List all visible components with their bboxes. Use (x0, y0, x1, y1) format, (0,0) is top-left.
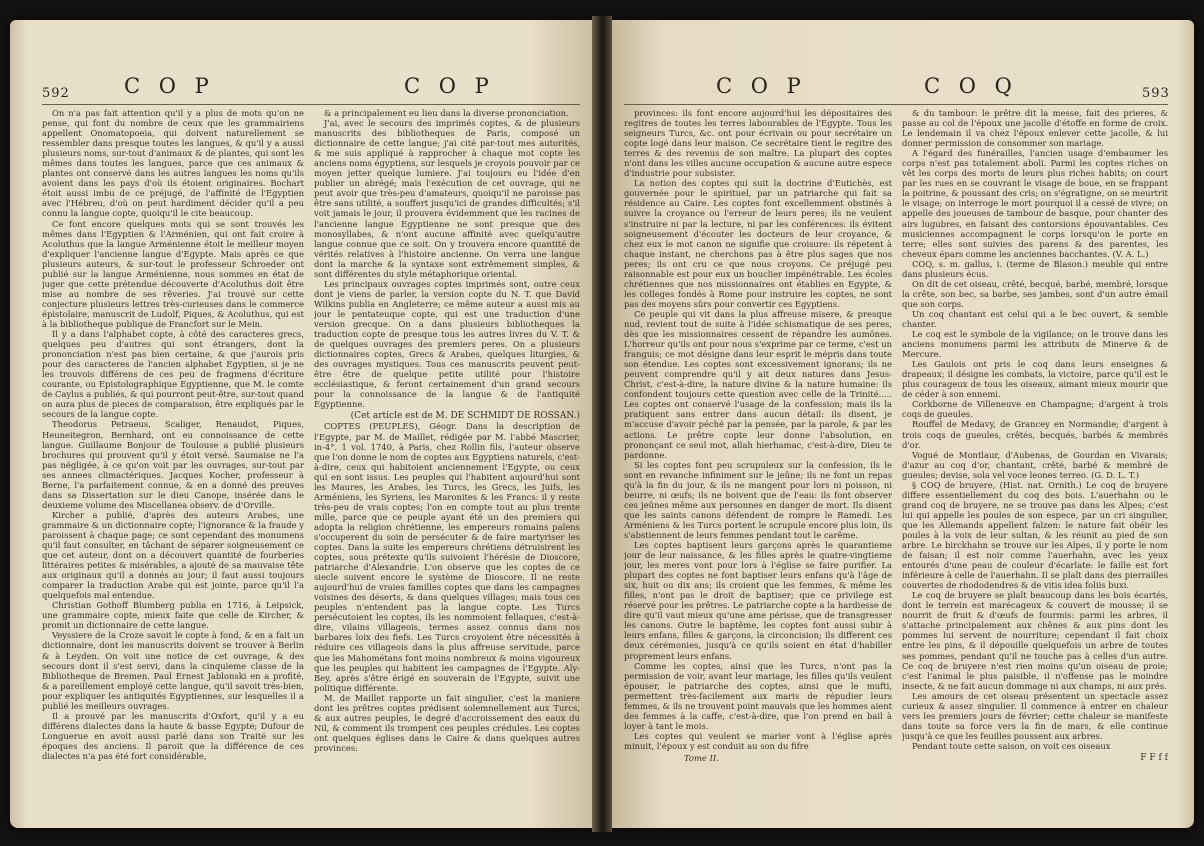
paragraph: § COQ de bruyere, (Hist. nat. Ornith.) Le coq de bruyere differe essentiellement du coq des bois. L'auerhahn ou le grand coq de bruyere, ne se trouve pas dans les Alpes; c'est lui qui appelle les poules de son espece, par un cri singulier, que les Allemands appellent falzen: le nature fait obéir les poules à la voix de leur sultan, & les réunit au pied de son arbre. Le birckhahn se trouve sur les Alpes, il y porte le nom de faisan; il est noir comme l'auerhahn, avec les yeux entourés d'une peau de couleur d'écarlate: le faille est fort inférieure à celle de l'auerhahn. Il se plaît dans des pierrailles couvertes de rhododendres & de vitis idea foliis buxi. (902, 479, 1168, 591)
paragraph: Les amours de cet oiseau présentent un spectacle assez curieux & assez singulier. Il commence à entrer en chaleur vers les premiers jours de février; cette chaleur se manifeste dans toute sa force vers la fin de mars, & elle continue jusqu'à ce que les feuilles poussent aux arbres. (902, 690, 1168, 741)
paragraph: & du tambour: le prêtre dit la messe, fait des prieres, & passe au col de l'époux une jacolle d'étoffe en forme de croix. Le lendemain il va chez l'époux enlever cette jacolle, & lui donner permission de consommer son mariage. (902, 108, 1168, 149)
paragraph: Ce peuple qui vit dans la plus affreuse misere, & presque nud, revient tout de suite à l'idée schismatique de ses peres, dès que les missionnaires cessent de répandre les aumônes. L'horreur qu'ils ont pour nous s'exprime par ce terme, c'est un franguis; ce mot désigne dans leur esprit le mépris dans toute son étendue. Les coptes sont excessivement ignorans; ils ne peuvent comprendre qu'il y ait deux natures dans Jesus-Christ, c'est-à-dire, la nature divine & la nature humaine: ils confondent toujours cette question avec celle de la Trinité..... Les coptes ont conservé l'usage de la confession; mais ils la pratiquent sans entrer dans aucun détail: ils disent, je m'accuse d'avoir péché par la pensée, par la parole, & par les actions. Le prêtre copte leur donne l'absolution, en prononçant ce seul mot, allah hierhamac, c'est-à-dire, Dieu te pardonne. (624, 308, 892, 460)
paragraph: Kircher a publié, d'après des auteurs Arabes, une grammaire & un dictionnaire copte; l'ignorance & la fraude y paroissent à chaque page; ce sont cependant des monumens qu'il faut consulter, en tâchant de séparer soigneusement ce que cet auteur, dont on a découvert quantité de fourberies littéraires petites & misérables, a ajouté de sa mauvaise tête aux originaux qu'il a donnés au jour; il faut aussi toujours comparer la traduction Arabe qui est jointe, parce qu'il l'a quelquefois mal entendue. (42, 509, 304, 601)
paragraph: On n'a pas fait attention qu'il y a plus de mots qu'on ne pense, qui font du nombre de ceux que les grammairiens appellent Onomatopoeia, qui doivent naturellement se ressembler dans presque toutes les langues, & qu'il y a aussi plusieurs noms, sur-tout d'animaux & de plantes, qui sont les mêmes dans toutes les langues, parce que ces animaux & plantes ont conservé dans les autres langues les noms qu'ils avoient dans les pays d'où ils étoient originaires. Bochart étoit aussi imbu de ce préjugé, de l'affinité de l'Egyptien avec l'Hébreu, d'où on peut hardiment décider qu'il a peu connu la langue copte, quoiqu'il le cite beaucoup. (42, 108, 304, 219)
paragraph: Les Gaulois ont pris le coq dans leurs enseignes & drapeaux; il désigne les combats, la victoire, parce qu'il est le plus courageux de tous les oiseaux, aimant mieux mourir que de céder à son ennemi. (902, 359, 1168, 400)
paragraph: Si les coptes font peu scrupuleux sur la confession, ils le sont en revanche infiniment sur le jeûne; ils ne font un repas qu'à la fin du jour, & ils ne mangent pour lors ni poisson, ni beurre, ni œufs; ils ne boivent que de l'eau: ils font observer ces jeûnes même aux personnes en danger de mort. Ils disent que les saints canons défendent de rompre le Ramedi. Les Arméniens & les Turcs portent le scrupule encore plus loin, ils s'abstiennent de leurs femmes pendant tout le carême. (624, 459, 892, 540)
paragraph: & a principalement eu lieu dans la diverse prononciation. (324, 108, 569, 118)
paragraph: Corkborne de Villeneuve en Champagne; d'argent à trois coqs de gueules. (902, 399, 1168, 420)
paragraph: On dit de cet oiseau, crêté, becqué, barbé, membré, lorsque la crête, son bec, sa barbe, ses jambes, sont d'un autre émail que son corps. (902, 278, 1168, 309)
paragraph: A l'égard des funérailles, l'ancien usage d'embaumer les corps n'est pas totalement aboli. Parmi les coptes riches on vêt les corps des morts de leurs plus riches habits; on court par les rues en se couvrant le visage de boue, en se frappant la poitrine, & poussant des cris; on s'égratigne, on se meurtrit le visage; on interroge le mort pourquoi il a cessé de vivre; on appelle des joueuses de tambour de basque, pour chanter des airs lugubres, en faisant des contorsions épouvantables. Ces musiciennes accompagnent le corps lorsqu'on le porte en terre; elles sont suivies des parens & des parentes, les cheveux épars comme les anciennes bacchantes. (V. A. L.) (902, 148, 1168, 259)
text-column-right (314, 108, 580, 826)
header-rule (624, 104, 1168, 105)
text-column-left (42, 108, 304, 826)
paragraph: La notion des coptes qui suit la doctrine d'Eutichès, est gouvernée pour le spirituel, par un patriarche qui fait sa résidence au Caire. Les coptes font excellemment obstinés à suivre la croyance ou l'erreur de leurs peres; ils ne veulent s'instruire ni par la lecture, ni par les conférences: ils évitent soigneusement d'écouter les docteurs de leur croyance, & chez eux le mot canon ne signifie que croisure: ils répetent à chaque instant, ne cherchons pas à être plus sages que nos peres; ils ont cru ce que nous croyons. Ce préjugé peu raisonnable est pour eux un bouclier impénétrable. Les écoles chrétiennes que nos missionnaires ont établies en Egypte, & les colleges fondés à Rome pour instruire les coptes, ne sont pas des moyens sûrs pour convertir ces Egyptiens. (624, 178, 892, 309)
signature-mark: F F f f (1140, 753, 1168, 763)
text-column-left (624, 108, 892, 826)
paragraph: Le coq est le symbole de la vigilance; on le trouve dans les anciens monumens parmi les attributs de Minerve & de Mercure. (902, 329, 1168, 360)
paragraph: COQ, s. m. gallus, i. (terme de Blason.) meuble qui entre dans plusieurs écus. (902, 258, 1168, 279)
left-page (10, 20, 598, 828)
paragraph: provinces: ils font encore aujourd'hui les dépositaires des regitres de toutes les terres labourables de l'Egypte. Tous les seigneurs Turcs, &c. ont pour écrivain ou pour secrétaire un copte logé dans leur maison. Ce secrétaire tient le regitre des terres & des revenus de son maître. La plupart des coptes n'ont dans les villes aucune occupation & aucune autre espece d'industrie pour subsister. (624, 108, 892, 179)
paragraph: Theodorus Petraeus, Scaliger, Renaudot, Piques, Heuneitegron, Bernhard, ont eu connoissance de cette langue. Guillaume Bonjour de Toulouse a publié plusieurs brochures qui prouvent qu'il y étoit versé. Saumaise ne l'a pas négligée, à ce qu'on voit par les ouvrages, sur-tout par ses annees climactériques. Jacques Kocher, professeur à Berne, l'a parfaitement connue, & en a donné des preuves dans sa Dissertation sur le dieu Canope, insérée dans le deuxieme volume des Miscellanea observ. de d'Orville. (42, 419, 304, 510)
paragraph: M. de Maillet rapporte un fait singulier, c'est la maniere dont les prêtres coptes prédisent solemnellement aux Turcs, & aux autres peuples, le degré d'accroissement des eaux du Nil, & comment ils trompent ces peuples crédules. Les coptes ont quelques églises dans le Caire & dans quelques autres provinces: (314, 692, 580, 753)
paragraph: Vogué de Montlaur, d'Aubenas, de Gourdan en Vivarais; d'azur au coq d'or, chantant, crêté, barbé & membré de gueules; devise, sola vel voce leones terreo. (G. D. L. T.) (902, 449, 1168, 480)
article-signature: (Cet article est de M. DE SCHMIDT DE ROSSAN.) (350, 411, 580, 422)
right-page (606, 20, 1194, 828)
paragraph: Le coq de bruyere se plaît beaucoup dans les bois écartés, dont le terrein est marécageux & couvert de mousse; il se nourrit de fruit & d'œufs de fourmis: parmi les arbres, il s'attache principalement aux chênes & aux pins dont les pommes lui servent de nourriture; cependant il fait choix entre les pins, & il dépouille quelquefois un arbre de toutes ses pommes, pendant qu'il ne touche pas à celles d'un autre. Ce coq de bruyere n'est rien moins qu'un oiseau de proie; c'est l'animal le plus paisible, il n'offense pas le moindre insecte, & ne fait aucun dommage ni aux champs, ni aux prés. (902, 590, 1168, 691)
page-number: 593 (1142, 86, 1170, 101)
left-page-header (10, 66, 598, 102)
book-gutter (592, 16, 612, 832)
paragraph: Ce font encore quelques mots qui se sont trouvés les mêmes dans l'Egyptien & l'Arménien, qui ont fait croire à Acoluthus que la langue Arménienne étoit le meilleur moyen d'expliquer l'ancienne langue d'Egypte. Mais après ce que plusieurs auteurs, & sur-tout le professeur Schroeder ont publié sur la langue Arménienne, nous sommes en état de juger que cette prétendue découverte d'Acoluthus doit être mise au nombre de ses rêveries. J'ai trouvé sur cette conjecture plusieurs lettres très-curieuses dans le commerce épistolaire, manuscrit de Ludolf, Piques, & Acoluthus, qui est à la bibliotheque publique de Francfort sur le Mein. (42, 218, 304, 329)
paragraph: Les coptes qui veulent se marier vont à l'église après minuit, l'époux y est conduit au son du fifre (624, 730, 892, 751)
paragraph: J'ai, avec le secours des imprimés coptes, & de plusieurs manuscrits des bibliotheques de Paris, composé un dictionnaire de cette langue; j'ai cité par-tout mes autorités, & me suis appliqué à rapprocher à chaque mot copte les anciens noms égyptiens, sur lesquels je croyois pouvoir par ce moyen jetter quelque lumiere. J'ai toujours eu l'idée d'en publier un abrégé; mais l'exécution de cet ouvrage, qui ne peut avoir que très-peu d'amateurs, quoiqu'il ne paroisse pas être sans utilité, a souffert jusqu'ici de grandes difficultés; s'il voit jamais le jour, il prouvera évidemment que les racines de l'ancienne langue Egyptienne ne sont presque que des monosyllabes, & n'ont aucune affinité avec quelqu'autre langue connue que ce soit. On y trouvera encore quantité de vérités relatives à l'histoire ancienne. On verra une langue dont la marche & la syntaxe sont extrêmement simples, & sont différentes du style métaphorique oriental. (314, 118, 580, 279)
volume-footer: Tome II. (684, 753, 719, 763)
paragraph: Un coq chantant est celui qui a le bec ouvert, & semble chanter. (902, 308, 1168, 329)
paragraph: Christian Gothoff Blumberg publia en 1716, à Leipsick, une grammaire copte, mieux faite que celle de Kircher, & promit un dictionnaire de cette langue. (42, 600, 304, 631)
text-column-right (902, 108, 1168, 826)
running-headword-right: C O Q (924, 74, 1018, 98)
paragraph: Il y a dans l'alphabet copte, à côté des caracteres grecs, quelques peu d'autres qui sont étrangers, dont la prononciation n'est pas bien certaine, & que j'aurois pris pour des caracteres de l'ancien alphabet Egyptien, si je ne les trouvois différens de ces peu de fragmens d'écriture courante, ou Epistolographique Egyptienne, que M. le comte de Caylus a publiés, & qui pourront peut-être, sur-tout quand on aura plus de pieces de comparaison, être expliqués par le secours de la langue copte. (42, 329, 304, 420)
paragraph: Il a prouvé par les manuscrits d'Oxfort, qu'il y a eu différens dialectes dans la haute & basse Egypte; Dufour de Longuerue en avoit aussi parlé dans son Traité sur les époques des anciens. Il paroit que la différence de ces dialectes n'a pas été fort considérable, (42, 710, 304, 761)
paragraph: COPTES (PEUPLES), Géogr. Dans la description de l'Egypte, par M. de Maillet, rédigée par M. l'abbé Mascrier, in-4°. 1 vol. 1740, à Paris, chez Rollin fils, l'auteur observe que l'on donne le nom de coptes aux Egyptiens naturels, c'est-à-dire, ceux qui habitoient anciennement l'Egypte, ou ceux qui en sont issus. Les peuples qui l'habitent aujourd'hui sont les Maures, les Arabes, les Turcs, les Grecs, les Juifs, les Arméniens, les Syriens, les Maronites & les Francs: il y reste très-peu de vrais coptes; l'on en compte tout au plus trente mille, parce que ce peuple ayant été un des premiers qui adopta la religion chrétienne, les empereurs romains païens s'occuperent du soin de persécuter & de faire martyriser les coptes. Dans la suite les empereurs chrétiens détruisirent les coptes, sous prétexte qu'ils suivoient l'hérésie de Dioscore, patriarche d'Alexandrie. L'on observe que les coptes de ce siecle suivent encore le système de Dioscore. Il ne reste aujourd'hui de vraies familles coptes que dans les campagnes voisines des déserts, & dans quelques villages; mais tous ces peuples n'entendent pas la langue copte. Les Turcs persécutoient les coptes, ils les nommoient fellaques, c'est-à-dire, vilains villageois, termes assez connus dans nos barbares loix des fiefs. Les Turcs croyoient être nécessités à réduire ces villageois dans la plus affreuse servitude, parce que les Mahométans font moins nombreux & moins vigoureux que les peuples qui habitent les campagnes de l'Egypte. Aly-Bey, après s'être érigé en souverain de l'Egypte, suivit une politique différente. (314, 421, 580, 693)
running-headword-right: C O P (404, 74, 495, 98)
paragraph: Les principaux ouvrages coptes imprimés sont, outre ceux dont je viens de parler, la version copte du N. T. que David Wilkins publia en Angleterre; ce même auteur a aussi mis au jour le pentateuque copte, qui est une traduction d'une version grecque. On a dans plusieurs bibliotheques la traduction copte de presque tous les autres livres du V. T. & de quelques ouvrages des premiers peres. On a plusieurs dictionnaires coptes, Grecs & Arabes, quelques liturgies, & des ouvrages mystiques. Tous ces manuscrits peuvent peut-être être de quelque petite utilité pour l'histoire ecclésiastique, & feront certainement d'un grand secours pour la connoissance de la langue & de l'antiquité Egyptienne. (314, 278, 580, 410)
paragraph: Veyssiere de la Croze savoit le copte à fond, & en a fait un dictionnaire, dont les manuscrits doivent se trouver à Berlin & à Leyden. On voit une notice de cet ouvrage, & des secours dont il s'est servi, dans la cinquieme classe de la Bibliotheque de Bremen. Paul Ernest Jablonski en a profité, & a pareillement employé cette langue, qu'il savoit très-bien, pour expliquer les antiquités Egyptiennes, sur lesquelles il a publié les meilleurs ouvrages. (42, 630, 304, 711)
paragraph: Les coptes baptisent leurs garçons après le quarantieme jour de leur naissance, & les filles après le quatre-vingtieme jour, les meres vont pour lors à l'église se faire purifier. La plupart des coptes ne font baptiser leurs enfans qu'à l'âge de six, huit ou dix ans; ils croient que les femmes, & même les filles, n'ont pas le droit de baptiser; que ce privilege est réservé pour les prêtres. Le patriarche copte a la hardiesse de dire qu'il vaut mieux qu'une ame périsse, que de transgresser les canons. Outre le baptême, les coptes font aussi subir à leurs enfans, filles & garçons, la circoncision; ils different ces deux cérémonies, jusqu'à ce qu'ils soient en état d'habiller proprement leurs enfans. (624, 540, 892, 661)
running-headword-left: C O P (124, 74, 215, 98)
header-rule (42, 104, 580, 105)
paragraph: Comme les coptes, ainsi que les Turcs, n'ont pas la permission de voir, avant leur mariage, les filles qu'ils veulent épouser, le patriarche des coptes, ainsi que le mufti, permettent très-facilement aux maris de répudier leurs femmes, & ils ne trouvent point mauvais que les hommes aient des femmes à la caffe, c'est-à-dire, que l'on prend en bail à loyer à tant le mois. (624, 660, 892, 731)
paragraph: Rouffel de Medavy, de Grancey en Normandie; d'argent à trois coqs de gueules, crêtés, becqués, barbés & membrés d'or. (902, 419, 1168, 450)
right-page-header (606, 66, 1194, 102)
page-number: 592 (42, 86, 70, 101)
running-headword-left: C O P (716, 74, 807, 98)
paragraph: Pendant toute cette saison, on voit ces oiseaux (912, 740, 1111, 751)
